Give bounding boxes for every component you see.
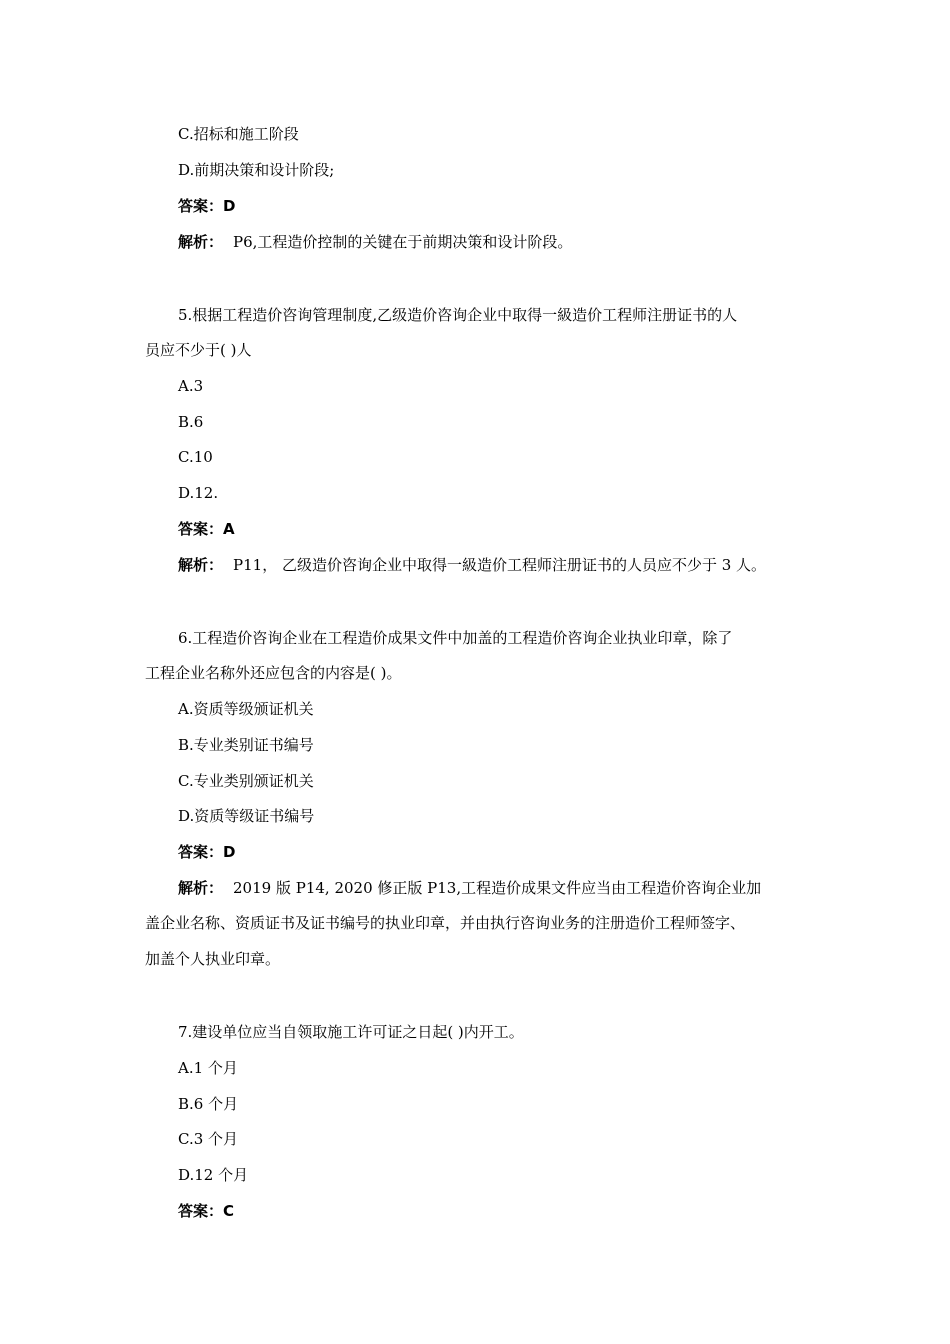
q7-option-c: C.3 个月: [178, 1130, 239, 1148]
q4-option-c: C.招标和施工阶段: [178, 125, 299, 143]
q5-option-d: D.12.: [178, 484, 219, 502]
q7-answer-label: 答案：: [178, 1202, 224, 1220]
q6-analysis-text-1: 2019 版 P14, 2020 修正版 P13,工程造价成果文件应当由工程造价咨询企业加: [233, 879, 762, 897]
q6-analysis-line3: 加盖个人执业印章。: [145, 950, 281, 968]
q4-answer: [178, 196, 235, 216]
q6-answer-label: 答案：: [178, 843, 224, 861]
q4-answer-value: D: [223, 197, 236, 215]
q7-option-a: A.1 个月: [178, 1059, 238, 1077]
q4-answer-label: 答案：: [178, 197, 224, 215]
q6-analysis-line2: 盖企业名称、资质证书及证书编号的执业印章，并由执行咨询业务的注册造价工程师签字、: [145, 914, 746, 932]
q5-option-b: B.6: [178, 413, 204, 431]
q6-option-d: D.资质等级证书编号: [178, 807, 315, 825]
q4-option-d: D.前期决策和设计阶段;: [178, 161, 335, 179]
q5-answer-label: 答案：: [178, 520, 224, 538]
q7-answer-value: C: [223, 1202, 235, 1220]
q6-analysis-label: 解析：: [178, 879, 224, 897]
q7-option-d: D.12 个月: [178, 1166, 249, 1184]
q5-analysis-label: 解析：: [178, 556, 224, 574]
q5-answer: [178, 519, 235, 539]
q5-analysis: [178, 555, 766, 575]
q7-stem-line1: 7.建设单位应当自领取施工许可证之日起( )内开工。: [178, 1023, 524, 1041]
q5-stem-line1: 5.根据工程造价咨询管理制度,乙级造价咨询企业中取得一級造价工程师注册证书的人: [178, 306, 738, 324]
q6-stem-line1: 6.工程造价咨询企业在工程造价成果文件中加盖的工程造价咨询企业执业印章，除了: [178, 629, 733, 647]
q6-answer-value: D: [223, 843, 236, 861]
q4-analysis-text: P6,工程造价控制的关键在于前期决策和设计阶段。: [233, 233, 573, 251]
q6-stem-line2: 工程企业名称外还应包含的内容是( )。: [145, 664, 402, 682]
q6-analysis-line1: [178, 878, 761, 898]
q6-option-b: B.专业类别证书编号: [178, 736, 314, 754]
q4-analysis-label: 解析：: [178, 233, 224, 251]
q5-stem-line2: 员应不少于( )人: [145, 341, 252, 359]
q5-answer-value: A: [223, 520, 235, 538]
q7-answer: [178, 1201, 234, 1221]
q5-analysis-text: P11， 乙级造价咨询企业中取得一級造价工程师注册证书的人员应不少于 3 人。: [233, 556, 767, 574]
q6-option-c: C.专业类别颁证机关: [178, 772, 314, 790]
q4-analysis: [178, 232, 572, 252]
q7-option-b: B.6 个月: [178, 1095, 239, 1113]
q6-answer: [178, 842, 235, 862]
q6-option-a: A.资质等级颁证机关: [178, 700, 314, 718]
q5-option-c: C.10: [178, 448, 213, 466]
q5-option-a: A.3: [178, 377, 204, 395]
